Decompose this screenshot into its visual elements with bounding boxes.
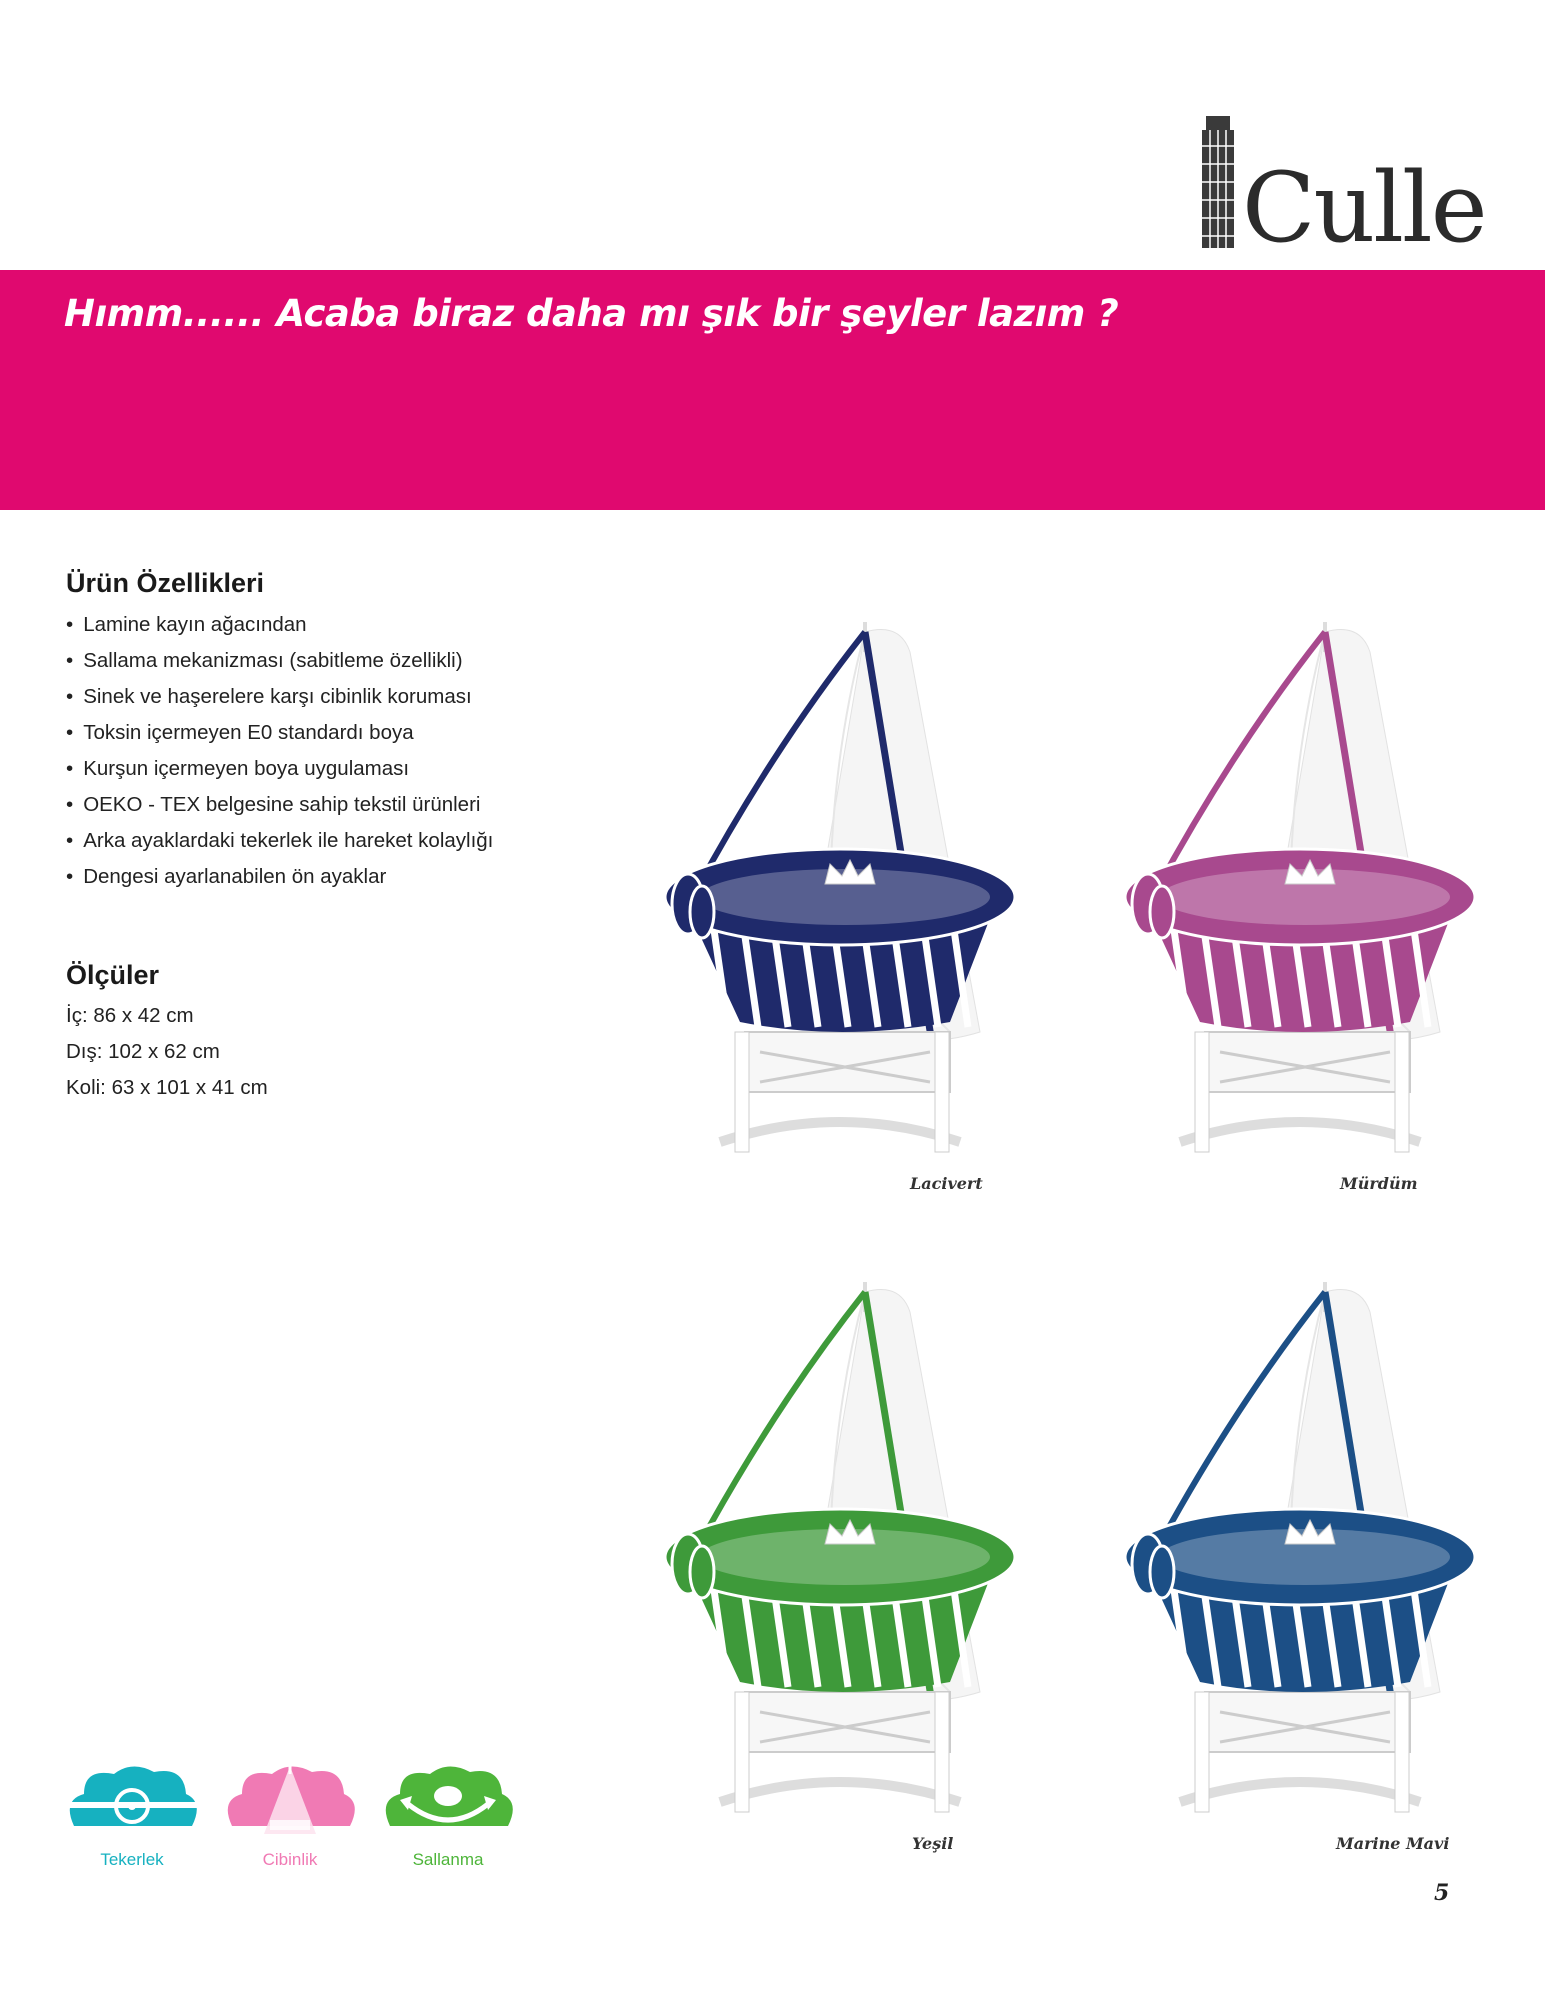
feature-item: • Sallama mekanizması (sabitleme özellikli) [66,643,493,679]
badge-tekerlek [62,1760,202,1880]
features-list [66,607,493,895]
product-color-label: Lacivert [910,1174,983,1193]
product-color-label: Marine Mavi [1336,1834,1450,1853]
rocking-icon [378,1760,518,1850]
product-color-label: Yeşil [912,1834,954,1853]
badge-label: Sallanma [412,1850,484,1869]
brand-name: Culle [1242,152,1486,264]
feature-item: • Dengesi ayarlanabilen ön ayaklar [66,859,493,895]
badge-sallanma [378,1760,518,1880]
tower-icon [1198,116,1238,248]
feature-item: • Toksin içermeyen E0 standardı boya [66,715,493,751]
cradle-image [1110,612,1530,1172]
product-cradle-lacivert [650,612,1070,1193]
dimension-box: Koli: 63 x 101 x 41 cm [66,1076,268,1099]
feature-item: • Kurşun içermeyen boya uygulaması [66,751,493,787]
product-color-label: Mürdüm [1340,1174,1418,1193]
cradle-image [650,612,1070,1172]
feature-item: • OEKO - TEX belgesine sahip tekstil ürünleri [66,787,493,823]
feature-item: • Lamine kayın ağacından [66,607,493,643]
dimension-outer: Dış: 102 x 62 cm [66,1040,220,1063]
dimension-inner: İç: 86 x 42 cm [66,1004,194,1027]
banner-title: Hımm...... Acaba biraz daha mı şık bir şeyler lazım ? [64,292,1119,335]
badge-label: Tekerlek [100,1850,164,1869]
badge-label: Cibinlik [262,1850,318,1869]
product-cradle-marine-mavi [1110,1272,1530,1853]
badge-cibinlik [220,1760,360,1880]
wheel-icon [62,1760,202,1850]
cradle-image [1110,1272,1530,1832]
product-cradle-murdum [1110,612,1530,1193]
dimensions-list [66,998,268,1106]
brand-logo [1198,112,1486,264]
page-number: 5 [1434,1880,1450,1906]
product-cradle-yesil [650,1272,1070,1853]
headline-banner [0,270,1545,510]
features-title: Ürün Özellikleri [66,568,265,598]
feature-item: • Arka ayaklardaki tekerlek ile hareket kolaylığı [66,823,493,859]
feature-item: • Sinek ve haşerelere karşı cibinlik koruması [66,679,493,715]
canopy-icon [220,1760,360,1850]
dimensions-title: Ölçüler [66,960,160,990]
cradle-image [650,1272,1070,1832]
